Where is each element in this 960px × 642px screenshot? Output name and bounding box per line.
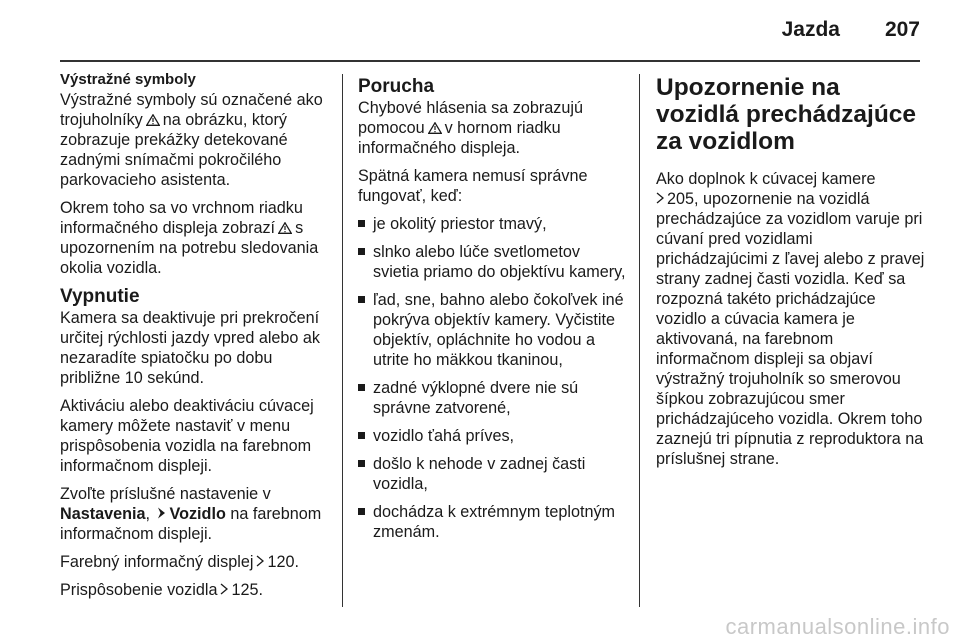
list-item: ľad, sne, bahno alebo čokoľvek iné pokrýva objektív kamery. Vyčistite objektív, opláchnite ho vodou a utrite ho mäkkou tkaninou, (358, 290, 630, 370)
menu-arrow-icon (157, 504, 166, 524)
list-item: je okolitý priestor tmavý, (358, 214, 630, 234)
paragraph (60, 198, 332, 278)
text: Zvoľte príslušné nastavenie v (60, 485, 271, 503)
text: 205, upozornenie na vozidlá prechádzajúce za vozidlom varuje pri cúvaní pred vozidlami prichádzajúcimi z ľavej alebo z pravej strany zadnej časti vozidla. Keď sa rozpozná takéto prichádzajúce vozidlo a cúvacia kamera je aktivovaná, na farebnom informačnom displeji sa objaví výstražný trojuholník so smerovou šípkou zobrazujúcou smer prichádzajúceho vozidla. Okrem toho zaznejú tri pípnutia z reproduktora na príslušnej strane. (656, 190, 925, 468)
text: , (145, 505, 150, 523)
list-item: došlo k nehode v zadnej časti vozidla, (358, 454, 630, 494)
header-divider (60, 60, 920, 62)
list-item: dochádza k extrémnym teplotným zmenám. (358, 502, 630, 542)
page-reference-arrow-icon (220, 580, 228, 600)
list-item: vozidlo ťahá príves, (358, 426, 630, 446)
text: Chybové hlásenia sa zobrazujú pomocou (358, 99, 583, 137)
column-divider-1 (342, 74, 343, 607)
text: Farebný informačný displej (60, 553, 254, 571)
section-heading-deactivation: Vypnutie (60, 286, 140, 307)
paragraph (60, 552, 332, 572)
page-number: 207 (884, 18, 920, 41)
text: v hornom riadku informačného displeja. (358, 119, 561, 157)
paragraph (656, 169, 928, 469)
menu-item-vehicle: Vozidlo (169, 505, 226, 523)
page-reference: 120. (267, 553, 299, 571)
page-reference: 125. (231, 581, 263, 599)
text: Okrem toho sa vo vrchnom riadku informačného displeja zobrazí (60, 199, 303, 237)
warning-triangle-icon (428, 122, 442, 134)
chapter-title: Jazda (781, 18, 840, 41)
text: Ako doplnok k cúvacej kamere (656, 170, 876, 188)
page-reference-arrow-icon (256, 552, 264, 572)
paragraph: Spätná kamera nemusí správne fungovať, keď: (358, 167, 588, 205)
column-3 (656, 70, 928, 477)
conditions-list (358, 214, 630, 542)
warning-triangle-icon (278, 222, 292, 234)
text: Prispôsobenie vozidla (60, 581, 218, 599)
watermark: carmanualsonline.info (725, 614, 950, 639)
section-heading-fault: Porucha (358, 76, 435, 97)
paragraph (60, 484, 332, 544)
text: na obrázku, ktorý zobrazuje prekážky detekované zadnými snímačmi pokročilého parkovacieho asistenta. (60, 111, 288, 189)
page-header (0, 0, 960, 58)
paragraph (358, 98, 630, 158)
menu-item-settings: Nastavenia (60, 505, 146, 523)
column-1 (60, 70, 332, 608)
text: na farebnom informačnom displeji. (60, 505, 322, 543)
page-reference-arrow-icon (656, 189, 664, 209)
list-item: slnko alebo lúče svetlometov svietia priamo do objektívu kamery, (358, 242, 630, 282)
paragraph (60, 90, 332, 190)
text: s upozornením na potrebu sledovania okolia vozidla. (60, 219, 319, 277)
list-item: zadné výklopné dvere nie sú správne zatvorené, (358, 378, 630, 418)
warning-triangle-icon (146, 114, 160, 126)
paragraph: Aktiváciu alebo deaktiváciu cúvacej kamery môžete nastaviť v menu prispôsobenia vozidla na farebnom informačnom displeji. (60, 397, 314, 475)
paragraph (60, 580, 332, 600)
column-divider-2 (639, 74, 640, 607)
text: Výstražné symboly sú označené ako trojuholníky (60, 91, 323, 129)
paragraph: Kamera sa deaktivuje pri prekročení určitej rýchlosti jazdy vpred alebo ak nezaradíte spiatočku po dobu približne 10 sekúnd. (60, 309, 321, 387)
column-2 (358, 70, 630, 550)
section-heading-warning-symbols: Výstražné symboly (60, 71, 196, 88)
section-heading-cross-traffic-alert: Upozornenie na vozidlá prechádzajúce za vozidlom (656, 74, 917, 155)
